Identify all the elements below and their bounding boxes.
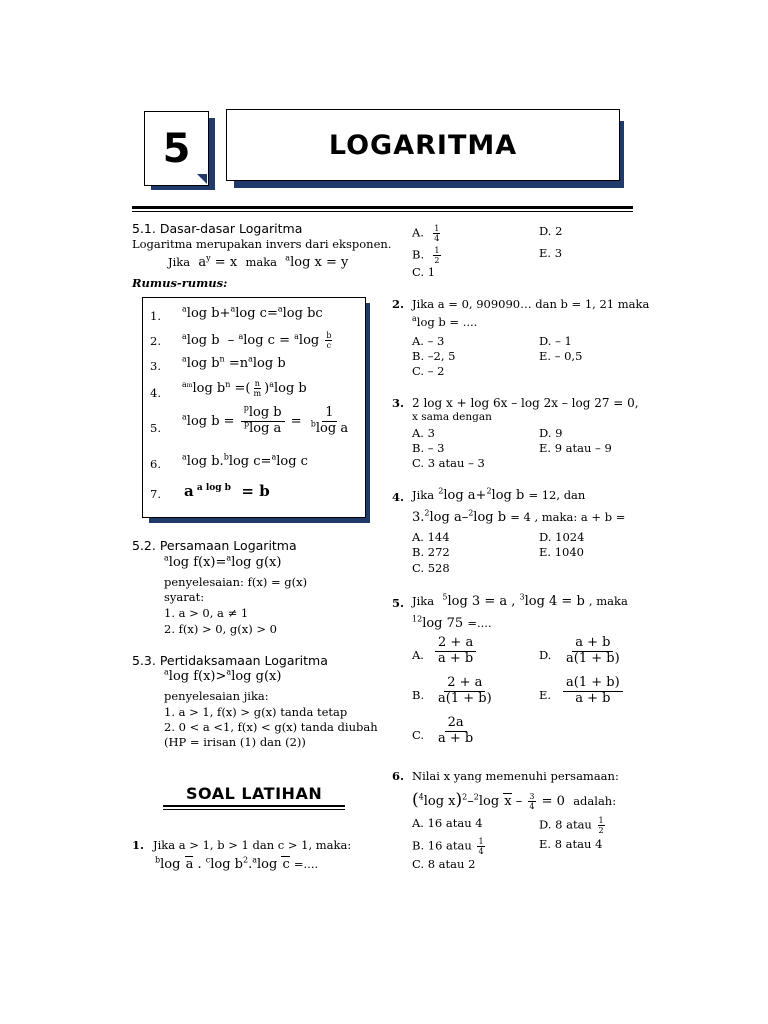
formula-number-2: 2. [150,334,161,348]
q2-line2: $^a$log b = .... [412,314,478,329]
definition-line: Jika $a^y = x$ maka $^a$log x = y [168,253,349,270]
formula-1: $^a$log b+$^a$log c=$^a$log bc [182,304,323,321]
formula-number-5: 5. [150,421,161,435]
q3-option-e: E. 9 atau – 9 [539,441,612,455]
q3-text: 2 log x + log 6x – log 2x – log 27 = 0, [412,396,639,410]
q6-option-a: A. 16 atau 4 [412,816,483,830]
formula-number-1: 1. [150,309,161,323]
q1-option-e: E. 3 [539,246,563,260]
section-5-2-syarat: syarat: [164,590,205,604]
q5-option-d-label: D. [539,648,552,662]
formula-number-3: 3. [150,359,161,373]
formula-number-4: 4. [150,386,161,400]
q2-option-d: D. – 1 [539,334,572,348]
section-5-3-penyelesaian: penyelesaian jika: [164,689,269,703]
q5-line2: $^{12}$log 75 =.... [412,614,492,631]
formula-2: $^a$log b – $^a$log c = $^a$log $\frac{b}{c}$ [182,331,332,351]
q5-option-e-label: E. [539,688,552,702]
soal-latihan-title: SOAL LATIHAN [186,784,323,803]
q3-option-d: D. 9 [539,426,563,440]
q1-text: Jika a > 1, b > 1 dan c > 1, maka: [153,838,352,852]
chapter-title-text: LOGARITMA [328,129,518,161]
q6-text: Nilai x yang memenuhi persamaan: [412,769,619,783]
rumus-label: Rumus-rumus: [132,276,228,290]
section-5-3-cond-2: 2. 0 < a <1, f(x) < g(x) tanda diubah [164,720,378,734]
formula-number-7: 7. [150,487,161,501]
formula-3: $^a$log $b^n =n^a\log$ b [182,354,286,371]
q2-number: 2. [392,297,405,311]
soal-rule-thin [163,809,345,810]
q5-option-a: $\frac{2 + a}{a + b}$ [433,636,478,667]
formula-5: $^a$log b = $\frac{^p\log b}{^p\log a}$ = $\frac{1}{^b\log a}$ [182,403,349,436]
formula-number-6: 6. [150,457,161,471]
q4-option-d: D. 1024 [539,530,585,544]
q6-option-b: B. 16 atau $\frac{1}{4}$ [412,837,484,857]
q6-equation: ($^4$log x)$^2$–$^2$log x – $\frac{3}{4}$ = 0 adalah: [412,790,617,811]
q6-number: 6. [392,769,405,783]
q1-expression: $^b$log a . $^c$log $b^2.^a\log$ c =.... [155,855,319,872]
q4-line2: 3.$^2$log a–$^2$log b = 4 , maka: a + b = [412,508,626,525]
section-5-1-intro: Logaritma merupakan invers dari eksponen. [132,237,392,251]
q5-option-c-label: C. [412,728,425,742]
q2-option-e: E. – 0,5 [539,349,583,363]
q1-option-b: B. $\frac{1}{2}$ [412,246,440,266]
section-5-3-cond-1: 1. a > 1, f(x) > g(x) tanda tetap [164,705,348,719]
q2-option-a: A. – 3 [412,334,445,348]
q3-option-c: C. 3 atau – 3 [412,456,485,470]
header-rule-thin [132,211,633,212]
chapter-number-text: 5 [162,125,191,172]
q4-option-b: B. 272 [412,545,450,559]
q4-option-c: C. 528 [412,561,450,575]
section-5-3-hp: (HP = irisan (1) dan (2)) [164,735,306,749]
q4-option-e: E. 1040 [539,545,584,559]
section-5-2-equation: $^a$log f(x)=$^a$log g(x) [164,553,282,570]
q5-option-b-label: B. [412,688,425,702]
q4-number: 4. [392,490,405,504]
chapter-title [226,109,620,181]
section-5-2-cond-2: 2. f(x) > 0, g(x) > 0 [164,622,278,636]
q2-option-b: B. –2, 5 [412,349,456,363]
q4-option-a: A. 144 [412,530,450,544]
q1-number: 1. [132,838,145,852]
formula-4: $^{am}$log $b^n$ =( $\frac{n}{m}$ )$^a$log b [182,379,307,399]
q1-option-c: C. 1 [412,265,436,279]
q3-option-b: B. – 3 [412,441,445,455]
section-5-3-heading: 5.3. Pertidaksamaan Logaritma [132,653,328,668]
q5-option-b: $\frac{2 + a}{a(1 + b)}$ [438,675,492,706]
q1-option-a: A. $\frac{1}{4}$ [412,224,440,244]
header-rule-thick [132,206,633,209]
q5-option-c: $\frac{2a}{a + b}$ [438,715,474,746]
formula-6: $^a$log b.$^b$log c=$^a$log c [182,452,308,469]
q2-text: Jika a = 0, 909090… dan b = 1, 21 maka [412,297,650,311]
q3-line2: x sama dengan [412,411,492,423]
q5-option-a-label: A. [412,648,424,662]
section-5-3-inequality: $^a$log f(x)>$^a$log g(x) [164,667,282,684]
q5-option-d: $\frac{a + b}{a(1 + b)}$ [566,635,620,666]
formula-7: a $^{a log b}$ = b [184,482,270,500]
q6-option-d: D. 8 atau $\frac{1}{2}$ [539,816,604,836]
q5-option-e: $\frac{a(1 + b)}{a + b}$ [561,676,625,707]
soal-rule-thick [163,805,345,807]
section-5-2-heading: 5.2. Persamaan Logaritma [132,538,297,553]
q3-option-a: A. 3 [412,426,435,440]
q6-option-e: E. 8 atau 4 [539,837,603,851]
section-5-1-heading: 5.1. Dasar-dasar Logaritma [132,221,303,236]
q6-option-c: C. 8 atau 2 [412,857,476,871]
q5-line1: Jika $^5$log 3 = a , $^3$log 4 = b , maka [412,592,628,609]
q2-option-c: C. – 2 [412,364,445,378]
chapter-number-fold [197,174,207,184]
q1-option-d: D. 2 [539,224,563,238]
q4-line1: Jika $^2$log a+$^2$log b = 12, dan [412,486,586,503]
q3-number: 3. [392,396,405,410]
section-5-2-cond-1: 1. a > 0, a ≠ 1 [164,606,249,620]
q5-number: 5. [392,596,405,610]
section-5-2-penyelesaian: penyelesaian: f(x) = g(x) [164,575,308,589]
